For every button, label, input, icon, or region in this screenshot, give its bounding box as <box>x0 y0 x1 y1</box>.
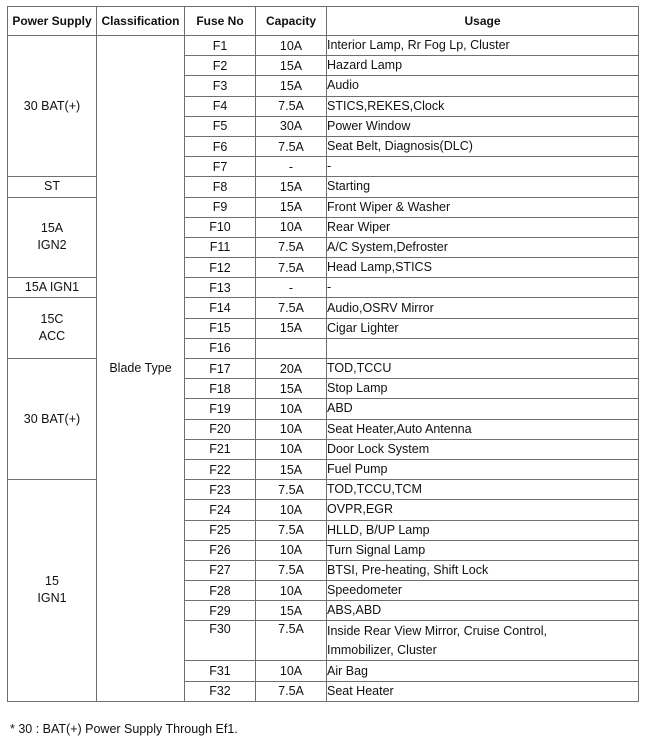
fuse-no-cell: F16 <box>185 338 256 358</box>
capacity-cell: 10A <box>256 419 327 439</box>
power-supply-label: 15A <box>40 221 64 236</box>
power-supply-group <box>8 177 97 197</box>
header-fuse-no: Fuse No <box>185 7 256 36</box>
power-supply-group <box>8 480 97 702</box>
fuse-no-cell: F6 <box>185 136 256 156</box>
usage-cell: ABS,ABD <box>327 601 639 621</box>
power-supply-label: IGN1 <box>37 591 67 606</box>
power-supply-group <box>8 359 97 480</box>
power-supply-group <box>8 298 97 359</box>
header-classification: Classification <box>97 7 185 36</box>
capacity-cell <box>256 338 327 358</box>
capacity-cell: 30A <box>256 116 327 136</box>
usage-cell: Seat Heater,Auto Antenna <box>327 419 639 439</box>
capacity-cell: 10A <box>256 36 327 56</box>
capacity-cell: 15A <box>256 197 327 217</box>
fuse-no-cell: F3 <box>185 76 256 96</box>
capacity-cell: 7.5A <box>256 237 327 257</box>
usage-cell: Interior Lamp, Rr Fog Lp, Cluster <box>327 36 639 56</box>
capacity-cell: 10A <box>256 661 327 681</box>
power-supply-label: 15 <box>45 574 59 589</box>
usage-cell: STICS,REKES,Clock <box>327 96 639 116</box>
usage-line: Inside Rear View Mirror, Cruise Control, <box>327 623 547 638</box>
footnote: * 30 : BAT(+) Power Supply Through Ef1. <box>10 722 238 736</box>
fuse-no-cell: F1 <box>185 36 256 56</box>
power-supply-label: 15C <box>40 312 64 327</box>
capacity-cell: 15A <box>256 56 327 76</box>
capacity-cell: 15A <box>256 379 327 399</box>
fuse-no-cell: F31 <box>185 661 256 681</box>
power-supply-group <box>8 278 97 298</box>
fuse-no-cell: F2 <box>185 56 256 76</box>
usage-cell: Speedometer <box>327 581 639 601</box>
capacity-cell: 15A <box>256 601 327 621</box>
capacity-cell: 7.5A <box>256 480 327 500</box>
fuse-no-cell: F12 <box>185 258 256 278</box>
table-row <box>8 36 639 56</box>
fuse-no-cell: F10 <box>185 217 256 237</box>
header-usage: Usage <box>327 7 639 36</box>
capacity-cell: 10A <box>256 540 327 560</box>
fuse-no-cell: F5 <box>185 116 256 136</box>
usage-cell: Air Bag <box>327 661 639 681</box>
usage-cell: Fuel Pump <box>327 459 639 479</box>
power-supply-label: ACC <box>38 329 66 344</box>
usage-cell: Head Lamp,STICS <box>327 258 639 278</box>
usage-cell: Seat Belt, Diagnosis(DLC) <box>327 136 639 156</box>
fuse-no-cell: F13 <box>185 278 256 298</box>
fuse-table <box>7 6 639 702</box>
usage-cell: BTSI, Pre-heating, Shift Lock <box>327 560 639 580</box>
power-supply-label: IGN2 <box>37 238 67 253</box>
usage-cell: Turn Signal Lamp <box>327 540 639 560</box>
usage-cell: TOD,TCCU,TCM <box>327 480 639 500</box>
usage-cell: Audio <box>327 76 639 96</box>
usage-cell: Starting <box>327 177 639 197</box>
usage-cell: Seat Heater <box>327 681 639 701</box>
usage-cell: Audio,OSRV Mirror <box>327 298 639 318</box>
fuse-no-cell: F11 <box>185 237 256 257</box>
fuse-no-cell: F19 <box>185 399 256 419</box>
capacity-cell: 7.5A <box>256 681 327 701</box>
power-supply-group <box>8 197 97 278</box>
fuse-no-cell: F4 <box>185 96 256 116</box>
usage-cell: A/C System,Defroster <box>327 237 639 257</box>
capacity-cell: 15A <box>256 76 327 96</box>
usage-cell: - <box>327 278 639 298</box>
power-supply-label: 15A IGN1 <box>24 280 80 295</box>
usage-cell <box>327 338 639 358</box>
capacity-cell: 7.5A <box>256 136 327 156</box>
header-row <box>8 7 639 36</box>
usage-cell: - <box>327 157 639 177</box>
fuse-no-cell: F28 <box>185 581 256 601</box>
fuse-no-cell: F23 <box>185 480 256 500</box>
fuse-no-cell: F17 <box>185 359 256 379</box>
usage-cell: HLLD, B/UP Lamp <box>327 520 639 540</box>
power-supply-label: 30 BAT(+) <box>23 411 81 426</box>
fuse-no-cell: F27 <box>185 560 256 580</box>
usage-cell <box>327 621 639 661</box>
usage-cell: Stop Lamp <box>327 379 639 399</box>
usage-cell: Hazard Lamp <box>327 56 639 76</box>
capacity-cell: 7.5A <box>256 560 327 580</box>
usage-cell: OVPR,EGR <box>327 500 639 520</box>
capacity-cell: 7.5A <box>256 96 327 116</box>
capacity-cell: 7.5A <box>256 298 327 318</box>
capacity-cell: 7.5A <box>256 520 327 540</box>
capacity-cell: 7.5A <box>256 621 327 661</box>
fuse-no-cell: F7 <box>185 157 256 177</box>
fuse-no-cell: F22 <box>185 459 256 479</box>
usage-line: Immobilizer, Cluster <box>327 642 437 657</box>
fuse-no-cell: F25 <box>185 520 256 540</box>
capacity-cell: - <box>256 157 327 177</box>
capacity-cell: 15A <box>256 459 327 479</box>
fuse-table-body <box>8 36 639 702</box>
header-power-supply: Power Supply <box>8 7 97 36</box>
fuse-no-cell: F29 <box>185 601 256 621</box>
capacity-cell: 10A <box>256 399 327 419</box>
capacity-cell: 10A <box>256 581 327 601</box>
fuse-no-cell: F30 <box>185 621 256 661</box>
usage-cell: TOD,TCCU <box>327 359 639 379</box>
classification-cell: Blade Type <box>97 36 185 702</box>
fuse-no-cell: F26 <box>185 540 256 560</box>
capacity-cell: 10A <box>256 500 327 520</box>
capacity-cell: 10A <box>256 439 327 459</box>
capacity-cell: 20A <box>256 359 327 379</box>
fuse-no-cell: F32 <box>185 681 256 701</box>
capacity-cell: 10A <box>256 217 327 237</box>
usage-cell: Rear Wiper <box>327 217 639 237</box>
usage-cell: Power Window <box>327 116 639 136</box>
power-supply-label: 30 BAT(+) <box>23 98 81 113</box>
capacity-cell: 15A <box>256 177 327 197</box>
power-supply-label: ST <box>44 179 60 194</box>
fuse-no-cell: F8 <box>185 177 256 197</box>
header-capacity: Capacity <box>256 7 327 36</box>
fuse-no-cell: F24 <box>185 500 256 520</box>
usage-cell: Front Wiper & Washer <box>327 197 639 217</box>
fuse-no-cell: F18 <box>185 379 256 399</box>
usage-cell: Door Lock System <box>327 439 639 459</box>
fuse-no-cell: F15 <box>185 318 256 338</box>
capacity-cell: 7.5A <box>256 258 327 278</box>
capacity-cell: 15A <box>256 318 327 338</box>
fuse-no-cell: F9 <box>185 197 256 217</box>
fuse-no-cell: F20 <box>185 419 256 439</box>
usage-cell: Cigar Lighter <box>327 318 639 338</box>
power-supply-group <box>8 36 97 177</box>
fuse-no-cell: F14 <box>185 298 256 318</box>
capacity-cell: - <box>256 278 327 298</box>
fuse-no-cell: F21 <box>185 439 256 459</box>
usage-cell: ABD <box>327 399 639 419</box>
